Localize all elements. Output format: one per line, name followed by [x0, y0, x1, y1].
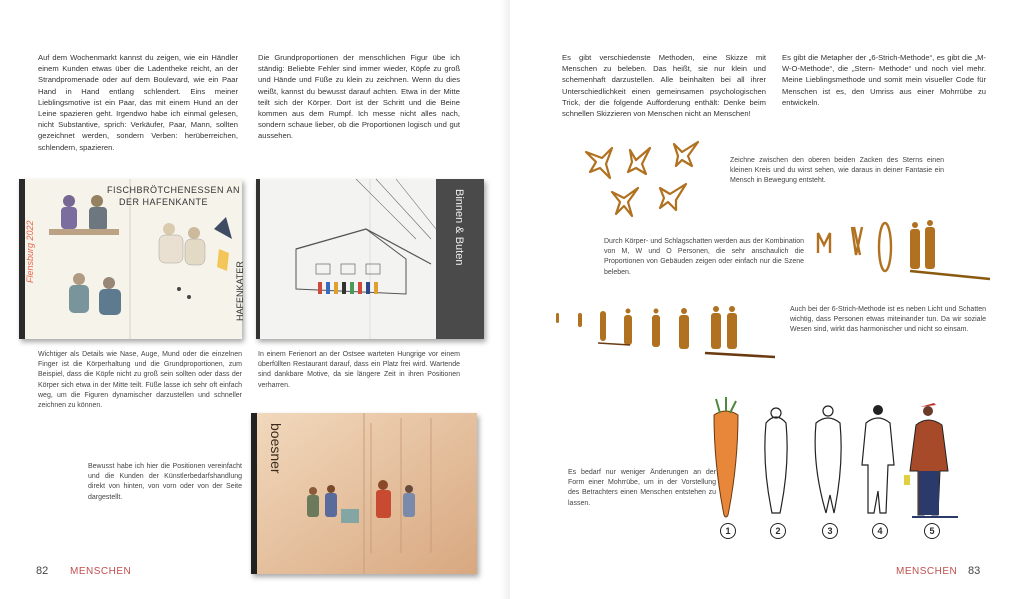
caption-3: Bewusst habe ich hier die Positionen vereinfacht und die Kunden der Künstlerbedarfshandlung direkt von hinten, von vorn oder von der Seite dargestellt. [88, 463, 242, 501]
right-col1-text: Es gibt verschiedenste Methoden, eine Skizze mit Menschen zu beleben. Das heißt, sie nur klein und schemenhaft darzustellen. Alle beinhalten bei all ihrer Unterschiedlichkeit einen gemeinsamen psychologischen Trick, der die folgende Aufforderung enthält: Denke beim schnellen Skizzieren von Menschen nicht an Menschen! [562, 53, 766, 119]
carrot-step-3: 3 [822, 523, 838, 539]
carrot-step-2: 2 [770, 523, 786, 539]
caption-6strich: Auch bei der 6-Strich-Methode ist es neben Licht und Schatten wichtig, dass Personen etwas miteinander tun. Da wir soziale Wesen sind, wirkt das harmonischer und nicht so einsam. [790, 306, 986, 334]
sketch-boesner-drawing [251, 413, 477, 574]
caption-stars: Zeichne zwischen den oberen beiden Zacken des Sterns einen kleinen Kreis und du wirst sehen, wie daraus in deiner Fantasie ein Mensch in Bewegung entsteht. [730, 157, 944, 185]
right-page [510, 0, 1020, 599]
carrot-step-5: 5 [924, 523, 940, 539]
caption-1: Wichtiger als Details wie Nase, Auge, Mund oder die einzelnen Finger ist die Körperhaltung und die Grundproportionen, zum Beispiel, dass die Köpfe nicht zu groß sein sollten oder dass der Körper sich etwa in der Mitte teilt. Füße lasse ich sehr oft einfach weg, um die Figuren dynamischer darzustellen und schneller zeichnen zu können. [38, 351, 242, 410]
left-col1-text: Auf dem Wochenmarkt kannst du zeigen, wie ein Händler einem Kunden etwas über die Ladentheke reicht, an der Strandpromenade oder auf dem Boulevard, wie ein Paar Hand in Hand entlang schlendert. Eins meiner Lieblingsmotive ist ein Paar, das mit einem Hund an der Leine spazieren geht. Irgendwo habe ich einmal gelesen, nicht Substantive, sprich: Verkäufer, Paar, Mann, sollten gezeichnet werden, sondern Verben: herüberreichen, schlendern, spazieren. [38, 53, 238, 152]
sketch-fischbroetchen-drawing [19, 179, 245, 339]
left-col2-text: Die Grundproportionen der menschlichen Figur übe ich ständig: Beliebte Fehler sind immer wieder, Köpfe zu groß und Hände und Füße zu klein zu zeichnen. Wenn du dies weißt, kannst du bewusst darauf achten. Etwa in der Mitte teilt sich der Körper. Dort ist der Schritt und die Beine kommen aus dem Rumpf. Ich messe nicht alles nach, sondern schaue lieber, ob die Proportionen logisch und gut aussehen. [258, 53, 460, 141]
caption-mwo: Durch Körper- und Schlagschatten werden aus der Kombination von M, W und O Personen, die sehr anschaulich die Proportionen von Gebäuden zeigen oder einfach nur die Szene beleben. [604, 238, 804, 276]
six-stroke-method-figures [550, 303, 790, 363]
sketch-binnen-buten-drawing [256, 179, 484, 339]
sketch-boesner [251, 413, 477, 574]
sketch1-heading-2: DER HAFENKANTE [119, 197, 209, 207]
sketch3-side-text: boesner [268, 423, 284, 474]
section-label-left: MENSCHEN [70, 566, 132, 577]
caption-carrot: Es bedarf nur weniger Änderungen an der Form einer Mohrrübe, um in der Vorstellung des Betrachters einen Menschen entstehen zu lassen. [568, 469, 716, 507]
right-col2-text: Es gibt die Metapher der „6-Strich-Methode“, es gibt die „M-W-O-Methode“, die „Stern- Methode“ und noch viel mehr. Meine Lieblingsmethode und somit mein visueller Code für Menschen ist es, den Umriss aus einer Mohrrübe zu entwickeln. [782, 53, 986, 107]
carrot-step-4: 4 [872, 523, 888, 539]
sketch-binnen-buten [256, 179, 484, 339]
carrot-step-1: 1 [720, 523, 736, 539]
sketch2-side-text: Binnen & Buten [453, 189, 465, 266]
page-number-right: 83 [968, 565, 981, 577]
section-label-right: MENSCHEN [896, 566, 958, 577]
svg-text:Flensburg 2022: Flensburg 2022 [25, 220, 35, 283]
page-number-left: 82 [36, 565, 49, 577]
carrot-step-labels [706, 523, 966, 543]
star-method-figures [580, 138, 710, 228]
sketch-fischbroetchen [19, 179, 245, 339]
sketch1-side-text: HAFENKATER [235, 261, 245, 321]
sketch1-heading-1: FISCHBRÖTCHENESSEN AN [107, 185, 241, 195]
caption-2: In einem Ferienort an der Ostsee warteten Hungrige vor einem überfüllten Restaurant darauf, dass ein Platz frei wird. Wartende sind dankbare Motive, da sie längere Zeit in ihren Positionen verharren. [258, 351, 460, 389]
mwo-method-figures [810, 215, 1000, 285]
